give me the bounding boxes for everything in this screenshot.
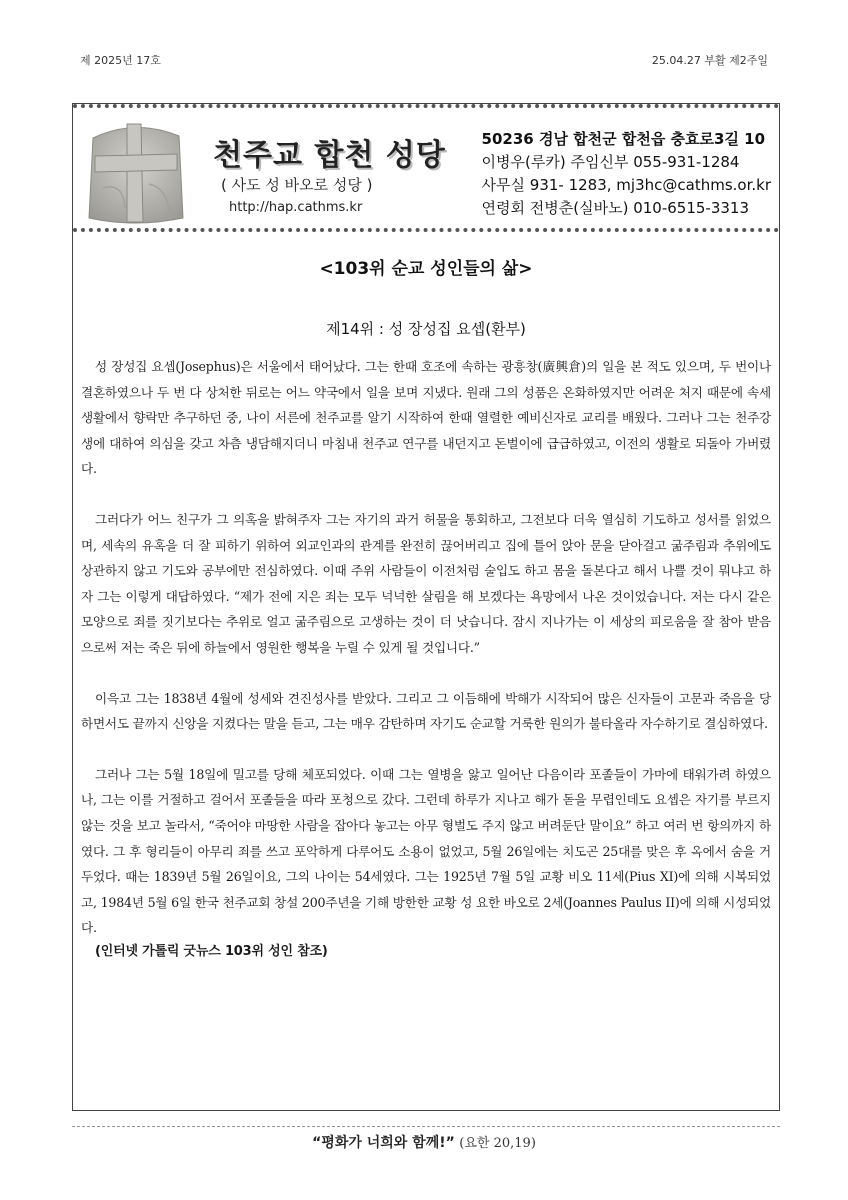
contact-block bbox=[482, 128, 771, 220]
article-body bbox=[81, 354, 771, 988]
bulletin-header bbox=[73, 104, 779, 232]
issue-date: 25.04.27 부활 제2주일 bbox=[651, 54, 768, 67]
article-paragraph: 성 장성집 요셉(Josephus)은 서울에서 태어났다. 그는 한때 호조에 속하는 광흥창(廣興倉)의 일을 본 적도 있으며, 두 번이나 결혼하였으나 두 번 다 상처한 뒤로는 어느 약국에서 일을 보며 지냈다. 원래 그의 성품은 온화하였지만 어려운 처지 때문에 속세 생활에서 향락만 추구하던 중, 나이 서른에 천주교를 알기 시작하여 한때 열렬한 예비신자로 교리를 배웠다. 그러나 그는 천주강생에 대하여 의심을 갖고 차츰 냉담해지더니 마침내 천주교 연구를 내던지고 돈벌이에 급급하였고, 이전의 생활로 되돌아 가버렸다. bbox=[81, 359, 771, 477]
footer-reference: (요한 20,19) bbox=[459, 1136, 536, 1151]
church-address: 50236 경남 합천군 합천읍 충효로3길 10 bbox=[481, 130, 766, 148]
church-subtitle: ( 사도 성 바오로 성당 ) bbox=[221, 176, 373, 194]
church-website-link[interactable]: http://hap.cathms.kr bbox=[229, 200, 363, 215]
issue-number: 제 2025년 17호 bbox=[80, 54, 161, 67]
article-subtitle: 제14위 : 성 장성집 요셉(환부) bbox=[326, 320, 526, 338]
footer-divider bbox=[72, 1126, 780, 1127]
cross-stone-icon bbox=[83, 118, 187, 226]
article-source: (인터넷 가톨릭 굿뉴스 103위 성인 참조) bbox=[95, 943, 328, 959]
article-title: <103위 순교 성인들의 삶> bbox=[319, 259, 533, 279]
priest-contact: 이병우(루카) 주임신부 055-931-1284 bbox=[481, 153, 740, 171]
church-name: 천주교 합천 성당 bbox=[213, 138, 446, 173]
article-paragraph: 이윽고 그는 1838년 4월에 성세와 견진성사를 받았다. 그리고 그 이듬해에 박해가 시작되어 많은 신자들이 고문과 죽음을 당하면서도 끝까지 신앙을 지켰다는 말을 듣고, 그는 매우 감탄하며 자기도 순교할 거룩한 원의가 불타올라 자수하기로 결심하였다. bbox=[81, 690, 771, 732]
office-contact: 사무실 931- 1283, mj3hc@cathms.or.kr bbox=[481, 176, 771, 194]
footer-quote: “평화가 너희와 함께!” bbox=[312, 1135, 455, 1151]
council-contact: 연령회 전병춘(실바노) 010-6515-3313 bbox=[481, 199, 750, 217]
article-paragraph: 그러다가 어느 친구가 그 의혹을 밝혀주자 그는 자기의 과거 허물을 통회하고, 그전보다 더욱 열심히 기도하고 성서를 읽었으며, 세속의 유혹을 더 잘 피하기 위하여 외교인과의 관계를 완전히 끊어버리고 집에 틀어 앉아 문을 닫아걸고 굶주림과 추위에도 상관하지 않고 기도와 공부에만 전심하였다. 이때 주위 사람들이 이전처럼 술입도 하고 몸을 돌본다고 해서 나쁠 것이 뭐냐고 하자 그는 이렇게 대답하였다. “제가 전에 지은 죄는 모두 넉넉한 살림을 해 보겠다는 욕망에서 나온 것이었습니다. 저는 다시 같은 모양으로 죄를 짓기보다는 추위로 얼고 굶주림으로 고생하는 것이 더 낫습니다. 잠시 지나가는 이 세상의 피로움을 잘 참아 받음으로써 저는 죽은 뒤에 하늘에서 영원한 행복을 누릴 수 있게 될 것입니다.” bbox=[81, 511, 771, 655]
bulletin-frame bbox=[72, 103, 780, 1111]
article-paragraph: 그러나 그는 5월 18일에 밀고를 당해 체포되었다. 이때 그는 열병을 앓고 일어난 다음이라 포졸들이 가마에 태워가려 하였으나, 그는 이를 거절하고 걸어서 포졸들을 따라 포청으로 갔다. 그런데 하루가 지나고 해가 돋을 무렵인데도 요셉은 자기를 부르지 않는 것을 보고 놀라서, “죽어야 마땅한 사람을 잡아다 놓고는 아무 형벌도 주지 않고 버려둔단 말이요” 하고 여러 번 항의까지 하였다. 그 후 형리들이 아무리 죄를 쓰고 포악하게 다루어도 소용이 없었고, 5월 26일에는 치도곤 25대를 맞은 후 옥에서 숨을 거두었다. 때는 1839년 5월 26일이요, 그의 나이는 54세였다. 그는 1925년 7월 5일 교황 비오 11세(Pius XI)에 의해 시복되었고, 1984년 5월 6일 한국 천주교회 창설 200주년을 기해 방한한 교황 성 요한 바오로 2세(Joannes Paulus II)에 의해 시성되었다. bbox=[81, 766, 771, 936]
footer bbox=[0, 1132, 848, 1152]
